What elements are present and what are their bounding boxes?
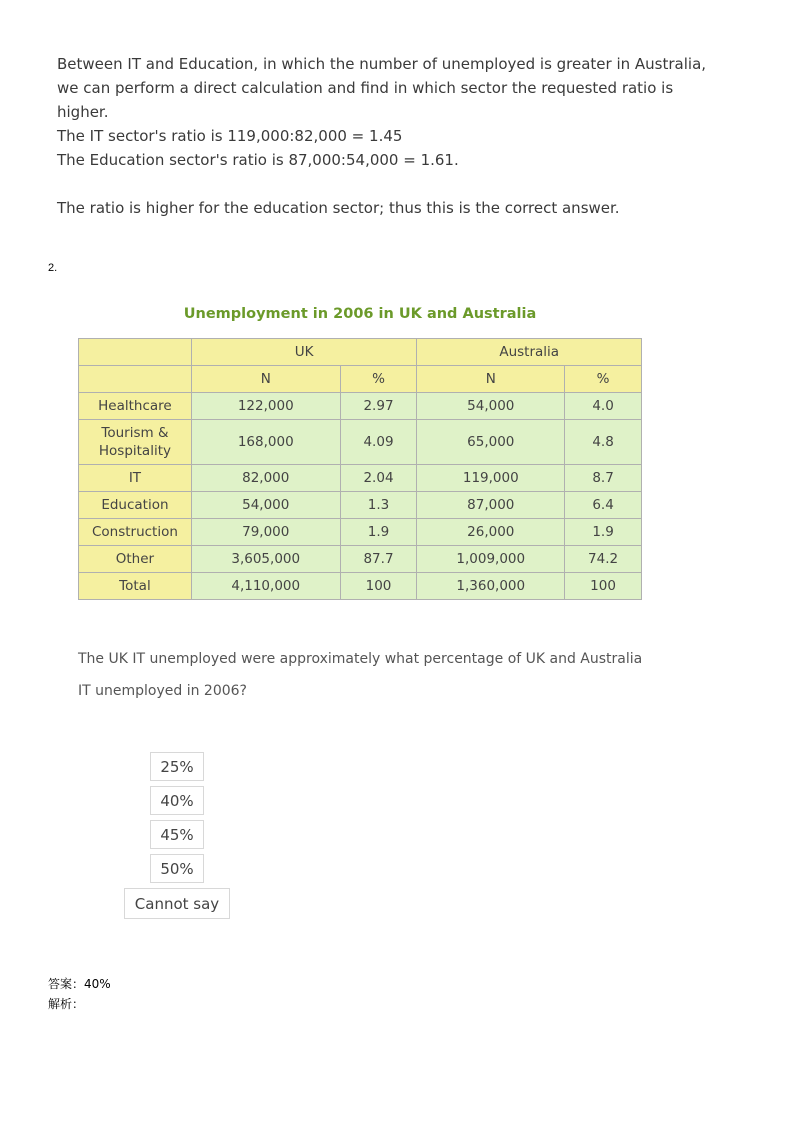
value-cell: 65,000 bbox=[417, 420, 565, 465]
table-row bbox=[79, 420, 642, 465]
analysis-line: 解析： bbox=[48, 997, 85, 1011]
table-row bbox=[79, 492, 642, 519]
sub-header-cell: % bbox=[340, 366, 417, 393]
explanation-line: The IT sector's ratio is 119,000:82,000 = 1.45 bbox=[57, 127, 403, 145]
value-cell: 2.97 bbox=[340, 393, 417, 420]
row-label: Healthcare bbox=[79, 393, 192, 420]
value-cell: 100 bbox=[565, 573, 642, 600]
value-cell: 122,000 bbox=[191, 393, 340, 420]
value-cell: 4.09 bbox=[340, 420, 417, 465]
table-group-header-row bbox=[79, 339, 642, 366]
value-cell: 4,110,000 bbox=[191, 573, 340, 600]
value-cell: 2.04 bbox=[340, 465, 417, 492]
value-cell: 1,360,000 bbox=[417, 573, 565, 600]
option-25-button[interactable]: 25% bbox=[150, 752, 204, 781]
value-cell: 79,000 bbox=[191, 519, 340, 546]
value-cell: 1,009,000 bbox=[417, 546, 565, 573]
row-label bbox=[79, 420, 192, 465]
explanation-line: higher. bbox=[57, 103, 109, 121]
sub-header-cell: N bbox=[191, 366, 340, 393]
row-label: Other bbox=[79, 546, 192, 573]
table-row bbox=[79, 546, 642, 573]
value-cell: 8.7 bbox=[565, 465, 642, 492]
row-label-line: Tourism & bbox=[101, 425, 169, 441]
answer-line: 答案：40% bbox=[48, 977, 111, 991]
sub-header-cell: % bbox=[565, 366, 642, 393]
option-50-button[interactable]: 50% bbox=[150, 854, 204, 883]
question-line: The UK IT unemployed were approximately what percentage of UK and Australia bbox=[78, 651, 643, 667]
value-cell: 54,000 bbox=[417, 393, 565, 420]
value-cell: 87.7 bbox=[340, 546, 417, 573]
row-label: IT bbox=[79, 465, 192, 492]
value-cell: 1.9 bbox=[565, 519, 642, 546]
table-title: Unemployment in 2006 in UK and Australia bbox=[183, 306, 537, 322]
explanation-line: Between IT and Education, in which the number of unemployed is greater in Australia, bbox=[57, 55, 707, 73]
table-corner-cell bbox=[79, 366, 192, 393]
unemployment-table bbox=[78, 338, 642, 600]
option-45-button[interactable]: 45% bbox=[150, 820, 204, 849]
question-number: 2. bbox=[48, 262, 58, 274]
sub-header-cell: N bbox=[417, 366, 565, 393]
value-cell: 3,605,000 bbox=[191, 546, 340, 573]
answer-options bbox=[124, 752, 230, 924]
value-cell: 119,000 bbox=[417, 465, 565, 492]
value-cell: 100 bbox=[340, 573, 417, 600]
option-40-button[interactable]: 40% bbox=[150, 786, 204, 815]
value-cell: 4.8 bbox=[565, 420, 642, 465]
value-cell: 6.4 bbox=[565, 492, 642, 519]
question-line: IT unemployed in 2006? bbox=[78, 683, 247, 699]
value-cell: 168,000 bbox=[191, 420, 340, 465]
explanation-line: The Education sector's ratio is 87,000:54,000 = 1.61. bbox=[57, 151, 459, 169]
table-row bbox=[79, 519, 642, 546]
answer-block bbox=[48, 974, 111, 1014]
value-cell: 1.3 bbox=[340, 492, 417, 519]
table-row bbox=[79, 465, 642, 492]
group-header-australia: Australia bbox=[417, 339, 642, 366]
value-cell: 54,000 bbox=[191, 492, 340, 519]
value-cell: 26,000 bbox=[417, 519, 565, 546]
table-sub-header-row bbox=[79, 366, 642, 393]
value-cell: 1.9 bbox=[340, 519, 417, 546]
explanation-block bbox=[57, 52, 757, 220]
explanation-line: we can perform a direct calculation and find in which sector the requested ratio is bbox=[57, 79, 674, 97]
group-header-uk: UK bbox=[191, 339, 417, 366]
table-row bbox=[79, 393, 642, 420]
row-label: Construction bbox=[79, 519, 192, 546]
explanation-line: The ratio is higher for the education sector; thus this is the correct answer. bbox=[57, 199, 620, 217]
value-cell: 82,000 bbox=[191, 465, 340, 492]
table-corner-cell bbox=[79, 339, 192, 366]
table-row bbox=[79, 573, 642, 600]
option-cannot-say-button[interactable]: Cannot say bbox=[124, 888, 230, 919]
paragraph-gap bbox=[57, 172, 757, 196]
row-label: Total bbox=[79, 573, 192, 600]
question-text bbox=[78, 643, 678, 707]
value-cell: 74.2 bbox=[565, 546, 642, 573]
row-label-line: Hospitality bbox=[98, 443, 171, 459]
value-cell: 87,000 bbox=[417, 492, 565, 519]
value-cell: 4.0 bbox=[565, 393, 642, 420]
row-label: Education bbox=[79, 492, 192, 519]
